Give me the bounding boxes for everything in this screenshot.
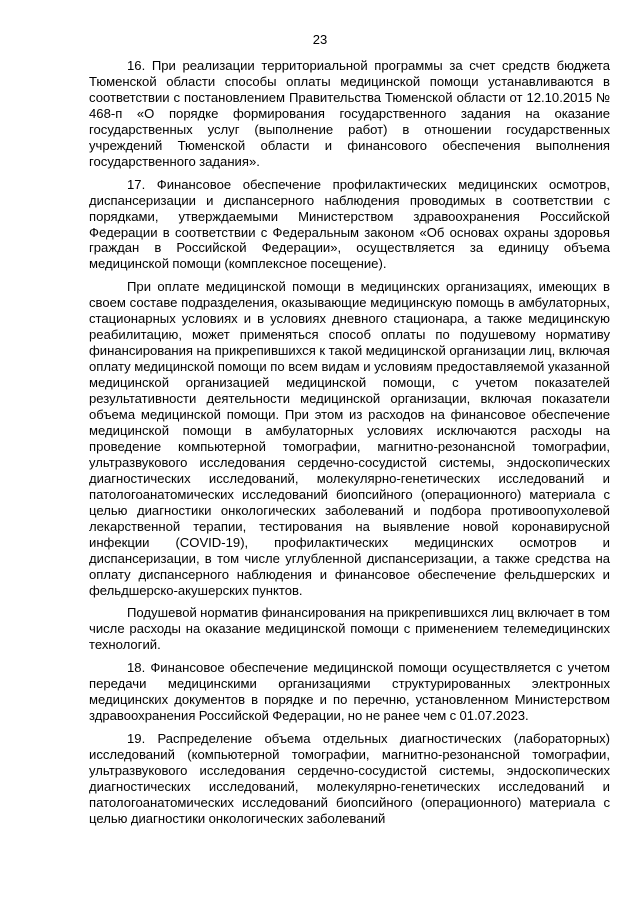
paragraph-per-capita-payment: При оплате медицинской помощи в медицинских организациях, имеющих в своем составе подразделения, оказывающие медицинскую помощь в амбулаторных, стационарных условиях и в условиях дневного стационара, а также медицинскую реабилитацию, может применяться способ оплаты по подушевому нормативу финансирования на прикрепившихся к такой медицинской организации лиц, включая оплату медицинской помощи по всем видам и условиям предоставляемой указанной медицинской организацией медицинской помощи, с учетом показателей результативности деятельности медицинской организации, включая показатели объема медицинской помощи. При этом из расходов на финансовое обеспечение медицинской помощи в амбулаторных условиях исключаются расходы на проведение компьютерной томографии, магнитно-резонансной томографии, ультразвукового исследования сердечно-сосудистой системы, эндоскопических диагностических исследований, молекулярно-генетических исследований и патологоанатомических исследований биопсийного (операционного) материала с целью диагностики онкологических заболеваний и подбора противоопухолевой лекарственной терапии, тестирования на выявление новой коронавирусной инфекции (COVID-19), профилактических медицинских осмотров и диспансеризации, в том числе углубленной диспансеризации, а также средства на оплату диспансерного наблюдения и финансовое обеспечение фельдшерских и фельдшерско-акушерских пунктов.: [89, 279, 610, 598]
page-number: 23: [312, 32, 328, 47]
paragraph-16-payment-methods: 16. При реализации территориальной программы за счет средств бюджета Тюменской области способы оплаты медицинской помощи устанавливаются в соответствии с постановлением Правительства Тюменской области от 12.10.2015 № 468-п «О порядке формирования государственного задания на оказание государственных услуг (выполнение работ) в отношении государственных учреждений Тюменской области и финансового обеспечения выполнения государственного задания».: [89, 58, 610, 169]
paragraph-per-capita-telemedicine: Подушевой норматив финансирования на прикрепившихся лиц включает в том числе расходы на оказание медицинской помощи с применением телемедицинских технологий.: [89, 605, 610, 653]
paragraph-19-diagnostics-distribution: 19. Распределение объема отдельных диагностических (лабораторных) исследований (компьютерной томографии, магнитно-резонансной томографии, ультразвукового исследования сердечно-сосудистой системы, эндоскопических диагностических исследований, молекулярно-генетических исследований и патологоанатомических исследований биопсийного (операционного) материала с целью диагностики онкологических заболеваний: [89, 731, 610, 826]
paragraph-18-electronic-documents: 18. Финансовое обеспечение медицинской помощи осуществляется с учетом передачи медицинскими организациями структурированных электронных медицинских документов в порядке и по перечню, установленном Министерством здравоохранения Российской Федерации, но не ранее чем с 01.07.2023.: [89, 660, 610, 724]
paragraph-17-preventive-exams-funding: 17. Финансовое обеспечение профилактических медицинских осмотров, диспансеризации и диспансерного наблюдения проводимых в соответствии с порядками, утверждаемыми Министерством здравоохранения Российской Федерации в соответствии с Федеральным законом «Об основах охраны здоровья граждан в Российской Федерации», осуществляется за единицу объема медицинской помощи (комплексное посещение).: [89, 176, 610, 272]
document-body: [89, 58, 610, 834]
